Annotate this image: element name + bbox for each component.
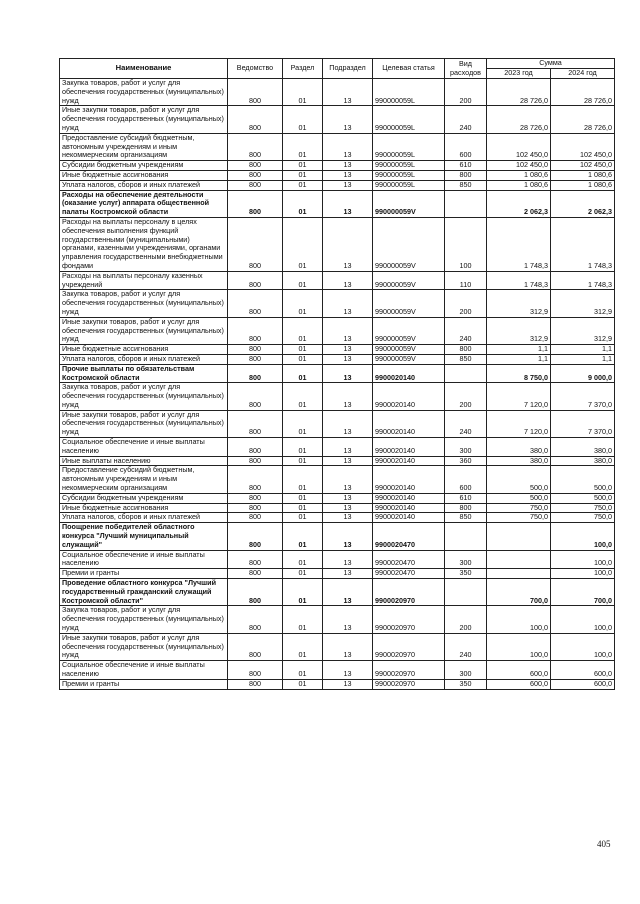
row-name: Иные закупки товаров, работ и услуг для обеспечения государственных (муниципальных) нужд	[60, 633, 228, 660]
row-subsection: 13	[323, 354, 373, 364]
row-subsection: 13	[323, 579, 373, 606]
table-row	[60, 217, 615, 271]
row-name: Иные закупки товаров, работ и услуг для обеспечения государственных (муниципальных) нужд	[60, 106, 228, 133]
row-subsection: 13	[323, 271, 373, 290]
row-target-article: 9900020140	[373, 466, 445, 493]
row-sum-2024: 380,0	[551, 438, 615, 457]
row-department: 800	[228, 170, 283, 180]
header-year-2024: 2024 год	[551, 69, 615, 79]
row-sum-2024: 1,1	[551, 345, 615, 355]
row-sum-2023	[487, 569, 551, 579]
row-department: 800	[228, 161, 283, 171]
row-subsection: 13	[323, 493, 373, 503]
row-subsection: 13	[323, 569, 373, 579]
row-sum-2024: 312,9	[551, 317, 615, 344]
table-row	[60, 523, 615, 550]
row-name: Иные закупки товаров, работ и услуг для обеспечения государственных (муниципальных) нужд	[60, 410, 228, 437]
row-department: 800	[228, 550, 283, 569]
row-name: Иные бюджетные ассигнования	[60, 170, 228, 180]
row-expense-type: 800	[445, 170, 487, 180]
row-expense-type: 200	[445, 79, 487, 106]
row-expense-type: 100	[445, 217, 487, 271]
row-expense-type: 200	[445, 290, 487, 317]
row-name: Премии и гранты	[60, 569, 228, 579]
row-expense-type: 610	[445, 161, 487, 171]
row-section: 01	[283, 466, 323, 493]
row-name: Поощрение победителей областного конкурса "Лучший муниципальный служащий"	[60, 523, 228, 550]
table-row	[60, 106, 615, 133]
table-row	[60, 133, 615, 160]
header-department: Ведомство	[228, 59, 283, 79]
row-section: 01	[283, 679, 323, 689]
row-section: 01	[283, 456, 323, 466]
row-section: 01	[283, 493, 323, 503]
table-row	[60, 550, 615, 569]
row-section: 01	[283, 217, 323, 271]
table-header	[60, 59, 615, 79]
row-subsection: 13	[323, 345, 373, 355]
row-section: 01	[283, 569, 323, 579]
row-sum-2023: 312,9	[487, 317, 551, 344]
row-subsection: 13	[323, 513, 373, 523]
row-section: 01	[283, 170, 323, 180]
row-expense-type: 110	[445, 271, 487, 290]
row-sum-2024: 600,0	[551, 661, 615, 680]
row-name: Прочие выплаты по обязательствам Костромской области	[60, 364, 228, 383]
row-department: 800	[228, 410, 283, 437]
row-section: 01	[283, 438, 323, 457]
row-subsection: 13	[323, 79, 373, 106]
row-sum-2023: 1 080,6	[487, 180, 551, 190]
row-name: Социальное обеспечение и иные выплаты населению	[60, 550, 228, 569]
row-name: Проведение областного конкурса "Лучший государственный гражданский служащий Костромской области"	[60, 579, 228, 606]
row-name: Социальное обеспечение и иные выплаты населению	[60, 661, 228, 680]
row-sum-2024: 7 370,0	[551, 410, 615, 437]
row-expense-type: 200	[445, 606, 487, 633]
row-sum-2024: 7 370,0	[551, 383, 615, 410]
row-sum-2023: 102 450,0	[487, 133, 551, 160]
row-sum-2023: 700,0	[487, 579, 551, 606]
row-target-article: 990000059V	[373, 354, 445, 364]
table-body	[60, 79, 615, 690]
row-target-article: 9900020970	[373, 606, 445, 633]
row-target-article: 9900020140	[373, 438, 445, 457]
row-target-article: 990000059V	[373, 345, 445, 355]
row-name: Субсидии бюджетным учреждениям	[60, 161, 228, 171]
row-sum-2023: 100,0	[487, 633, 551, 660]
table-row	[60, 161, 615, 171]
row-subsection: 13	[323, 466, 373, 493]
table-row	[60, 180, 615, 190]
row-subsection: 13	[323, 190, 373, 217]
row-subsection: 13	[323, 523, 373, 550]
row-subsection: 13	[323, 438, 373, 457]
row-expense-type: 800	[445, 345, 487, 355]
row-target-article: 9900020140	[373, 410, 445, 437]
row-name: Закупка товаров, работ и услуг для обеспечения государственных (муниципальных) нужд	[60, 79, 228, 106]
row-sum-2023: 1,1	[487, 345, 551, 355]
table-row	[60, 438, 615, 457]
row-expense-type: 300	[445, 550, 487, 569]
table-row	[60, 410, 615, 437]
row-name: Предоставление субсидий бюджетным, автономным учреждениям и иным некоммерческим организациям	[60, 466, 228, 493]
table-row	[60, 383, 615, 410]
row-subsection: 13	[323, 317, 373, 344]
row-target-article: 9900020470	[373, 523, 445, 550]
table-row	[60, 354, 615, 364]
row-target-article: 9900020970	[373, 579, 445, 606]
row-expense-type: 240	[445, 633, 487, 660]
row-sum-2023: 380,0	[487, 456, 551, 466]
row-department: 800	[228, 679, 283, 689]
row-expense-type: 300	[445, 438, 487, 457]
row-sum-2024: 9 000,0	[551, 364, 615, 383]
row-target-article: 9900020970	[373, 661, 445, 680]
row-sum-2023: 102 450,0	[487, 161, 551, 171]
row-sum-2023	[487, 550, 551, 569]
row-sum-2024: 600,0	[551, 679, 615, 689]
row-sum-2024: 1 080,6	[551, 170, 615, 180]
row-sum-2024: 102 450,0	[551, 133, 615, 160]
header-sum: Сумма	[487, 59, 615, 69]
table-row	[60, 456, 615, 466]
table-row	[60, 317, 615, 344]
row-section: 01	[283, 550, 323, 569]
header-section: Раздел	[283, 59, 323, 79]
row-section: 01	[283, 271, 323, 290]
row-name: Иные бюджетные ассигнования	[60, 345, 228, 355]
row-department: 800	[228, 493, 283, 503]
row-sum-2023: 600,0	[487, 661, 551, 680]
row-name: Расходы на обеспечение деятельности (оказание услуг) аппарата общественной палаты Костромской области	[60, 190, 228, 217]
table-row	[60, 579, 615, 606]
row-expense-type: 240	[445, 317, 487, 344]
row-target-article: 9900020470	[373, 550, 445, 569]
row-department: 800	[228, 106, 283, 133]
row-sum-2024: 700,0	[551, 579, 615, 606]
row-name: Закупка товаров, работ и услуг для обеспечения государственных (муниципальных) нужд	[60, 290, 228, 317]
row-department: 800	[228, 79, 283, 106]
table-row	[60, 345, 615, 355]
row-expense-type: 600	[445, 466, 487, 493]
row-subsection: 13	[323, 410, 373, 437]
row-name: Закупка товаров, работ и услуг для обеспечения государственных (муниципальных) нужд	[60, 383, 228, 410]
row-sum-2023	[487, 523, 551, 550]
row-sum-2024: 1 080,6	[551, 180, 615, 190]
row-section: 01	[283, 606, 323, 633]
table-row	[60, 606, 615, 633]
row-target-article: 990000059V	[373, 271, 445, 290]
row-expense-type: 850	[445, 180, 487, 190]
table-row	[60, 290, 615, 317]
row-expense-type: 600	[445, 133, 487, 160]
row-department: 800	[228, 456, 283, 466]
row-section: 01	[283, 661, 323, 680]
row-name: Иные бюджетные ассигнования	[60, 503, 228, 513]
row-section: 01	[283, 133, 323, 160]
row-sum-2024: 100,0	[551, 523, 615, 550]
row-sum-2024: 500,0	[551, 466, 615, 493]
row-name: Расходы на выплаты персоналу казенных учреждений	[60, 271, 228, 290]
row-target-article: 9900020970	[373, 679, 445, 689]
row-sum-2023: 100,0	[487, 606, 551, 633]
row-expense-type	[445, 364, 487, 383]
row-department: 800	[228, 661, 283, 680]
row-expense-type: 350	[445, 569, 487, 579]
table-row	[60, 633, 615, 660]
row-subsection: 13	[323, 364, 373, 383]
row-subsection: 13	[323, 456, 373, 466]
row-subsection: 13	[323, 679, 373, 689]
row-name: Расходы на выплаты персоналу в целях обеспечения выполнения функций государственными (муниципальными) органами, казенными учреждениями, органами управления государственными внебюджетными фондами	[60, 217, 228, 271]
row-subsection: 13	[323, 550, 373, 569]
row-section: 01	[283, 79, 323, 106]
row-subsection: 13	[323, 106, 373, 133]
row-department: 800	[228, 503, 283, 513]
budget-document	[59, 58, 615, 849]
row-sum-2023: 380,0	[487, 438, 551, 457]
table-row	[60, 190, 615, 217]
row-department: 800	[228, 271, 283, 290]
row-target-article: 9900020970	[373, 633, 445, 660]
row-target-article: 990000059V	[373, 217, 445, 271]
row-sum-2023: 500,0	[487, 493, 551, 503]
row-target-article: 9900020140	[373, 456, 445, 466]
row-sum-2023: 1 080,6	[487, 170, 551, 180]
row-department: 800	[228, 383, 283, 410]
row-department: 800	[228, 190, 283, 217]
row-expense-type	[445, 523, 487, 550]
row-department: 800	[228, 364, 283, 383]
row-sum-2024: 380,0	[551, 456, 615, 466]
row-department: 800	[228, 180, 283, 190]
row-section: 01	[283, 190, 323, 217]
row-subsection: 13	[323, 290, 373, 317]
row-target-article: 990000059L	[373, 133, 445, 160]
row-sum-2023: 2 062,3	[487, 190, 551, 217]
row-sum-2023: 1 748,3	[487, 217, 551, 271]
row-section: 01	[283, 180, 323, 190]
row-target-article: 990000059L	[373, 161, 445, 171]
row-sum-2023: 8 750,0	[487, 364, 551, 383]
row-sum-2023: 600,0	[487, 679, 551, 689]
row-sum-2024: 1 748,3	[551, 271, 615, 290]
row-section: 01	[283, 354, 323, 364]
row-section: 01	[283, 345, 323, 355]
table-row	[60, 679, 615, 689]
row-target-article: 9900020140	[373, 503, 445, 513]
row-expense-type: 350	[445, 679, 487, 689]
row-sum-2023: 312,9	[487, 290, 551, 317]
row-sum-2024: 28 726,0	[551, 79, 615, 106]
row-subsection: 13	[323, 661, 373, 680]
row-sum-2024: 1 748,3	[551, 217, 615, 271]
row-sum-2024: 100,0	[551, 569, 615, 579]
table-row	[60, 513, 615, 523]
row-section: 01	[283, 364, 323, 383]
row-department: 800	[228, 345, 283, 355]
row-expense-type: 240	[445, 106, 487, 133]
table-row	[60, 503, 615, 513]
row-name: Уплата налогов, сборов и иных платежей	[60, 180, 228, 190]
page-number: 405	[597, 839, 611, 849]
header-subsection: Подраздел	[323, 59, 373, 79]
row-section: 01	[283, 106, 323, 133]
row-sum-2023: 28 726,0	[487, 79, 551, 106]
row-sum-2024: 100,0	[551, 606, 615, 633]
row-name: Субсидии бюджетным учреждениям	[60, 493, 228, 503]
row-expense-type	[445, 579, 487, 606]
budget-table	[59, 58, 615, 690]
row-subsection: 13	[323, 180, 373, 190]
row-sum-2023: 1 748,3	[487, 271, 551, 290]
row-expense-type: 610	[445, 493, 487, 503]
row-sum-2024: 1,1	[551, 354, 615, 364]
row-section: 01	[283, 513, 323, 523]
row-name: Уплата налогов, сборов и иных платежей	[60, 354, 228, 364]
row-department: 800	[228, 569, 283, 579]
row-expense-type: 300	[445, 661, 487, 680]
row-subsection: 13	[323, 170, 373, 180]
row-expense-type	[445, 190, 487, 217]
row-subsection: 13	[323, 606, 373, 633]
row-subsection: 13	[323, 633, 373, 660]
row-target-article: 990000059L	[373, 170, 445, 180]
header-target-article: Целевая статья	[373, 59, 445, 79]
table-row	[60, 170, 615, 180]
row-sum-2024: 2 062,3	[551, 190, 615, 217]
row-department: 800	[228, 523, 283, 550]
row-department: 800	[228, 606, 283, 633]
row-department: 800	[228, 438, 283, 457]
row-section: 01	[283, 383, 323, 410]
row-section: 01	[283, 503, 323, 513]
row-sum-2024: 500,0	[551, 493, 615, 503]
row-expense-type: 850	[445, 354, 487, 364]
row-sum-2023: 28 726,0	[487, 106, 551, 133]
row-expense-type: 240	[445, 410, 487, 437]
row-expense-type: 200	[445, 383, 487, 410]
row-subsection: 13	[323, 383, 373, 410]
row-target-article: 990000059V	[373, 317, 445, 344]
table-row	[60, 569, 615, 579]
row-sum-2024: 100,0	[551, 550, 615, 569]
row-section: 01	[283, 579, 323, 606]
row-department: 800	[228, 513, 283, 523]
row-target-article: 990000059L	[373, 79, 445, 106]
row-target-article: 9900020140	[373, 383, 445, 410]
row-target-article: 9900020140	[373, 493, 445, 503]
row-department: 800	[228, 579, 283, 606]
row-expense-type: 800	[445, 503, 487, 513]
row-department: 800	[228, 133, 283, 160]
row-subsection: 13	[323, 217, 373, 271]
row-sum-2024: 28 726,0	[551, 106, 615, 133]
row-target-article: 9900020140	[373, 364, 445, 383]
row-expense-type: 850	[445, 513, 487, 523]
row-target-article: 9900020140	[373, 513, 445, 523]
row-department: 800	[228, 466, 283, 493]
row-target-article: 990000059V	[373, 190, 445, 217]
row-section: 01	[283, 161, 323, 171]
row-sum-2023: 750,0	[487, 513, 551, 523]
row-name: Предоставление субсидий бюджетным, автономным учреждениям и иным некоммерческим организациям	[60, 133, 228, 160]
row-expense-type: 360	[445, 456, 487, 466]
row-name: Премии и гранты	[60, 679, 228, 689]
table-row	[60, 271, 615, 290]
row-sum-2024: 100,0	[551, 633, 615, 660]
row-sum-2024: 750,0	[551, 513, 615, 523]
row-subsection: 13	[323, 161, 373, 171]
row-sum-2024: 102 450,0	[551, 161, 615, 171]
row-section: 01	[283, 317, 323, 344]
row-sum-2024: 750,0	[551, 503, 615, 513]
row-name: Уплата налогов, сборов и иных платежей	[60, 513, 228, 523]
row-name: Иные закупки товаров, работ и услуг для обеспечения государственных (муниципальных) нужд	[60, 317, 228, 344]
table-row	[60, 661, 615, 680]
row-section: 01	[283, 290, 323, 317]
row-department: 800	[228, 217, 283, 271]
row-target-article: 990000059L	[373, 180, 445, 190]
row-sum-2023: 500,0	[487, 466, 551, 493]
table-row	[60, 466, 615, 493]
row-section: 01	[283, 633, 323, 660]
row-sum-2023: 1,1	[487, 354, 551, 364]
row-name: Социальное обеспечение и иные выплаты населению	[60, 438, 228, 457]
table-row	[60, 493, 615, 503]
table-row	[60, 364, 615, 383]
row-name: Закупка товаров, работ и услуг для обеспечения государственных (муниципальных) нужд	[60, 606, 228, 633]
row-subsection: 13	[323, 503, 373, 513]
row-sum-2023: 7 120,0	[487, 383, 551, 410]
row-target-article: 990000059L	[373, 106, 445, 133]
row-section: 01	[283, 410, 323, 437]
row-sum-2023: 750,0	[487, 503, 551, 513]
row-subsection: 13	[323, 133, 373, 160]
row-department: 800	[228, 633, 283, 660]
header-year-2023: 2023 год	[487, 69, 551, 79]
row-department: 800	[228, 290, 283, 317]
row-name: Иные выплаты населению	[60, 456, 228, 466]
row-section: 01	[283, 523, 323, 550]
row-sum-2023: 7 120,0	[487, 410, 551, 437]
row-target-article: 990000059V	[373, 290, 445, 317]
table-row	[60, 79, 615, 106]
row-target-article: 9900020470	[373, 569, 445, 579]
header-expense-type: Вид расходов	[445, 59, 487, 79]
row-department: 800	[228, 317, 283, 344]
row-department: 800	[228, 354, 283, 364]
row-sum-2024: 312,9	[551, 290, 615, 317]
header-name: Наименование	[60, 59, 228, 79]
